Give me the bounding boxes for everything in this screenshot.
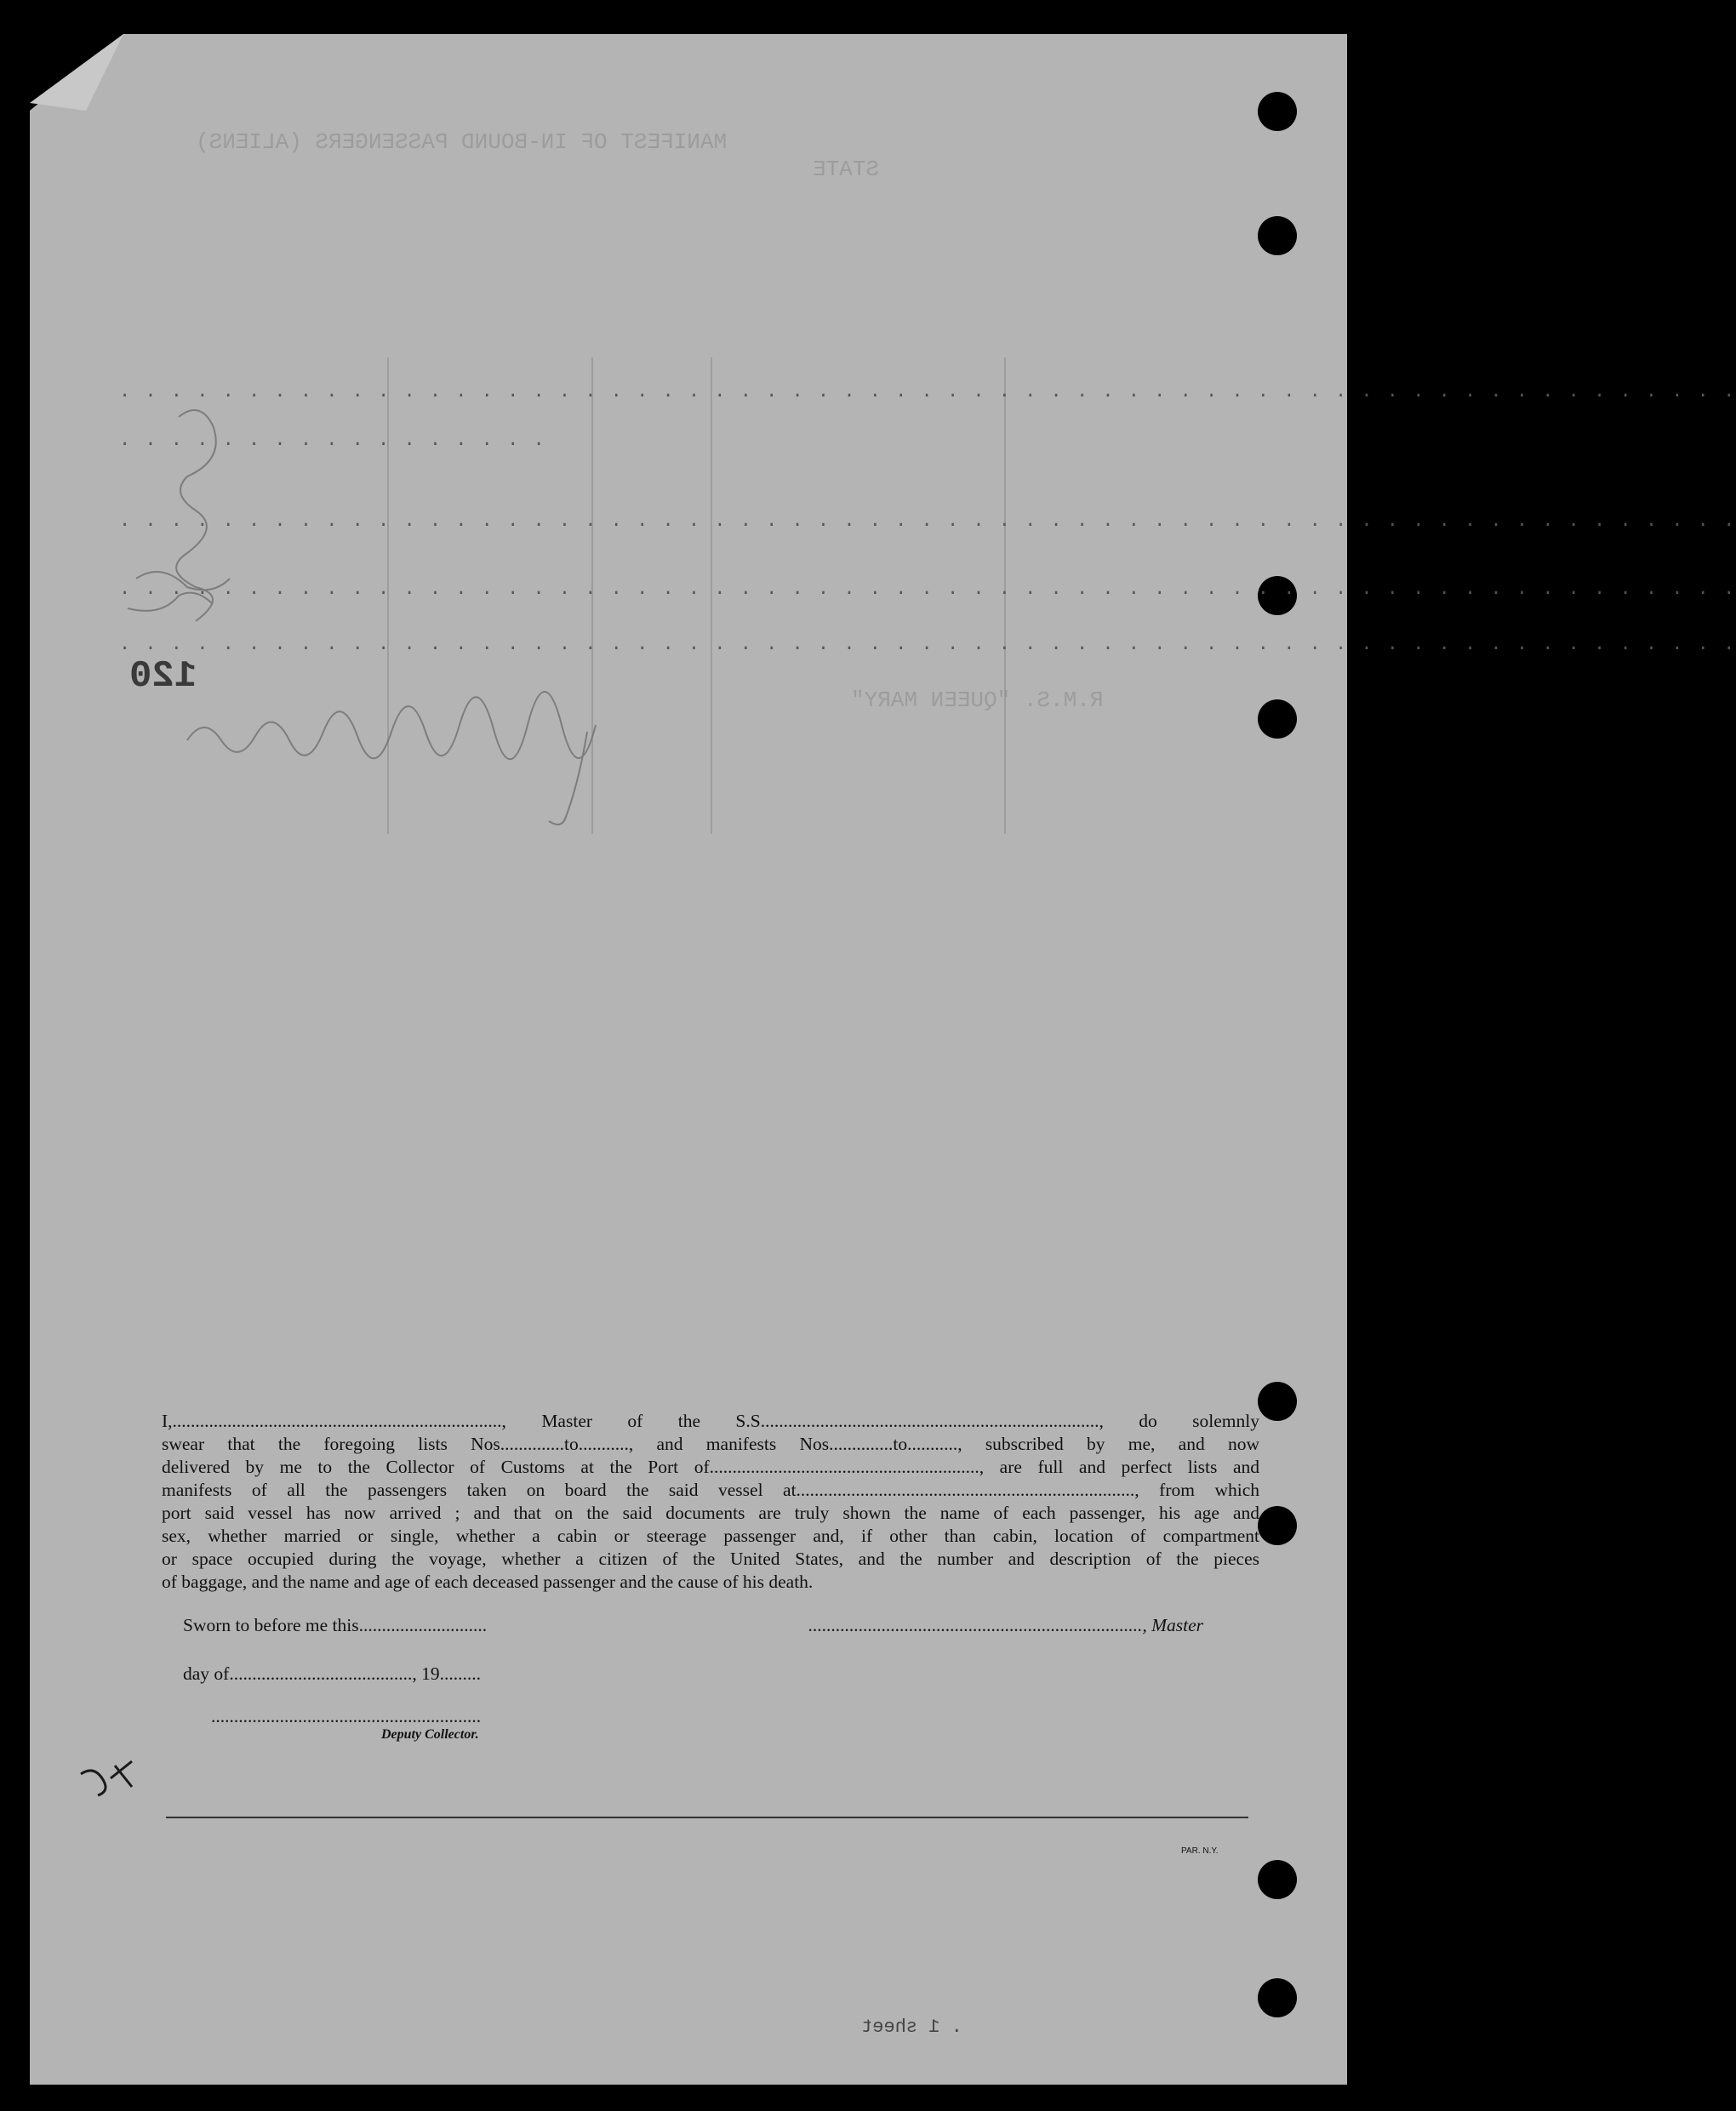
oath-line: sex, whether married or single, whether a cabin or steerage passenger and, if other than cabin, location of compartment [162,1526,1259,1546]
ghost-stamp: STATE [813,157,880,182]
bottom-rule [166,1817,1248,1818]
ghost-row: . . . . . . . . . . . . . . . . . . . . . . . . . . . . . . . . . . . . . . . . . . . . . . . . . . . . . . . . . . . . . . . [119,511,1736,532]
oath-line: manifests of all the passengers taken on board the said vessel at.........................................................................., from which [162,1480,1259,1500]
deputy-signature-line: ........................................................... [211,1706,482,1726]
sworn-line: Sworn to before me this............................ [183,1615,488,1635]
oath-line: of baggage, and the name and age of each deceased passenger and the cause of his death. [162,1572,814,1592]
printer-mark: PAR. N.Y. [1181,1846,1219,1856]
day-line: day of........................................, 19......... [183,1663,481,1684]
deputy-collector-label: Deputy Collector. [381,1727,479,1742]
oath-line: port said vessel has now arrived ; and that on the said documents are truly shown the name of each passenger, his age and [162,1503,1259,1523]
oath-line: swear that the foregoing lists Nos..............to..........., and manifests Nos..............to..........., subscribed by me, and now [162,1434,1259,1454]
ghost-header: MANIFEST OF IN-BOUND PASSENGERS (ALIENS) [196,129,728,155]
ghost-row: . . . . . . . . . . . . . . . . . . . . . . . . . . . . . . . . . . . . . . . . . . . . . . . . . . . . . . . . . . . . . . . [119,381,1736,402]
ghost-row: . . . . . . . . . . . . . . . . . [119,430,546,451]
footer-ghost-mark: . 1 sheet [861,2017,962,2038]
oath-line: I,........................................................................, Master of the S.S.........................................................................., do solemnly [162,1411,1259,1431]
ghost-ship-name: R.M.S. "QUEEN MARY" [851,688,1104,713]
master-signature-line: ........................................................................., Master [808,1615,1204,1635]
oath-line: or space occupied during the voyage, whether a citizen of the United States, and the number and description of the pieces [162,1549,1259,1569]
list-number: 120 [129,655,197,698]
ghost-row: . . . . . . . . . . . . . . . . . . . . . . . . . . . . . . . . . . . . . . . . . . . . . . . . . . . . . . . . . . . . . . . [119,579,1736,600]
oath-paragraph [162,1410,1259,1594]
oath-line: delivered by me to the Collector of Customs at the Port of..........................................................., are full and perfect lists and [162,1457,1259,1477]
ghost-row: . . . . . . . . . . . . . . . . . . . . . . . . . . . . . . . . . . . . . . . . . . . . . . . . . . . . . . . . . . . . . . . [119,634,1736,655]
